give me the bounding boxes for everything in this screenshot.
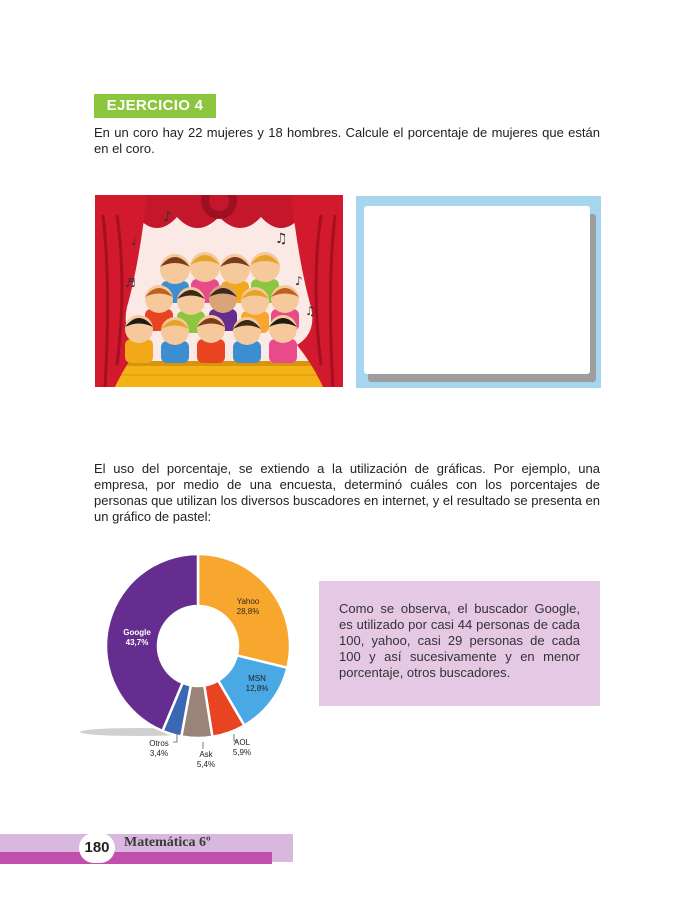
info-text: Como se observa, el buscador Google, es utilizado por casi 44 personas de cada 100, yahoo, casi 29 personas de cada 100 y así sucesivamente y en menor porcentaje, otros buscadores. — [339, 601, 580, 680]
svg-text:♫: ♫ — [305, 304, 316, 318]
label-name-otros: Otros — [149, 739, 169, 748]
svg-text:♪: ♪ — [163, 209, 172, 225]
svg-text:♩: ♩ — [131, 234, 137, 248]
label-value-otros: 3,4% — [149, 749, 169, 758]
svg-text:♪: ♪ — [295, 274, 303, 288]
label-value-msn: 12,8% — [245, 684, 269, 693]
label-name-aol: AOL — [233, 738, 251, 747]
label-name-yahoo: Yahoo — [236, 597, 260, 606]
label-value-aol: 5,9% — [232, 748, 252, 757]
footer-accent — [0, 852, 272, 864]
info-box — [319, 581, 600, 706]
choir-illustration — [95, 195, 343, 387]
svg-text:♬: ♬ — [125, 276, 136, 290]
svg-text:♫: ♫ — [275, 231, 288, 247]
label-name-msn: MSN — [248, 674, 266, 683]
search-engine-donut-chart — [80, 548, 310, 778]
label-value-google: 43,7% — [125, 638, 149, 647]
exercise-text: En un coro hay 22 mujeres y 18 hombres. Calcule el porcentaje de mujeres que están en el coro. — [94, 125, 600, 156]
label-value-ask: 5,4% — [196, 760, 216, 769]
answer-frame — [356, 196, 601, 388]
page-number: 180 — [79, 833, 115, 863]
answer-box — [364, 206, 590, 374]
intro-text: El uso del porcentaje, se extiendo a la utilización de gráficas. Por ejemplo, una empresa, por medio de una encuesta, determinó cuáles con los porcentajes de personas que utilizan los diversos buscadores en internet, y el resultado se presenta en un gráfico de pastel: — [94, 461, 600, 524]
label-name-google: Google — [123, 628, 151, 637]
label-value-yahoo: 28,8% — [236, 607, 260, 616]
label-name-ask: Ask — [199, 750, 213, 759]
book-title: Matemática 6º — [124, 835, 211, 850]
exercise-label: EJERCICIO 4 — [94, 94, 216, 118]
